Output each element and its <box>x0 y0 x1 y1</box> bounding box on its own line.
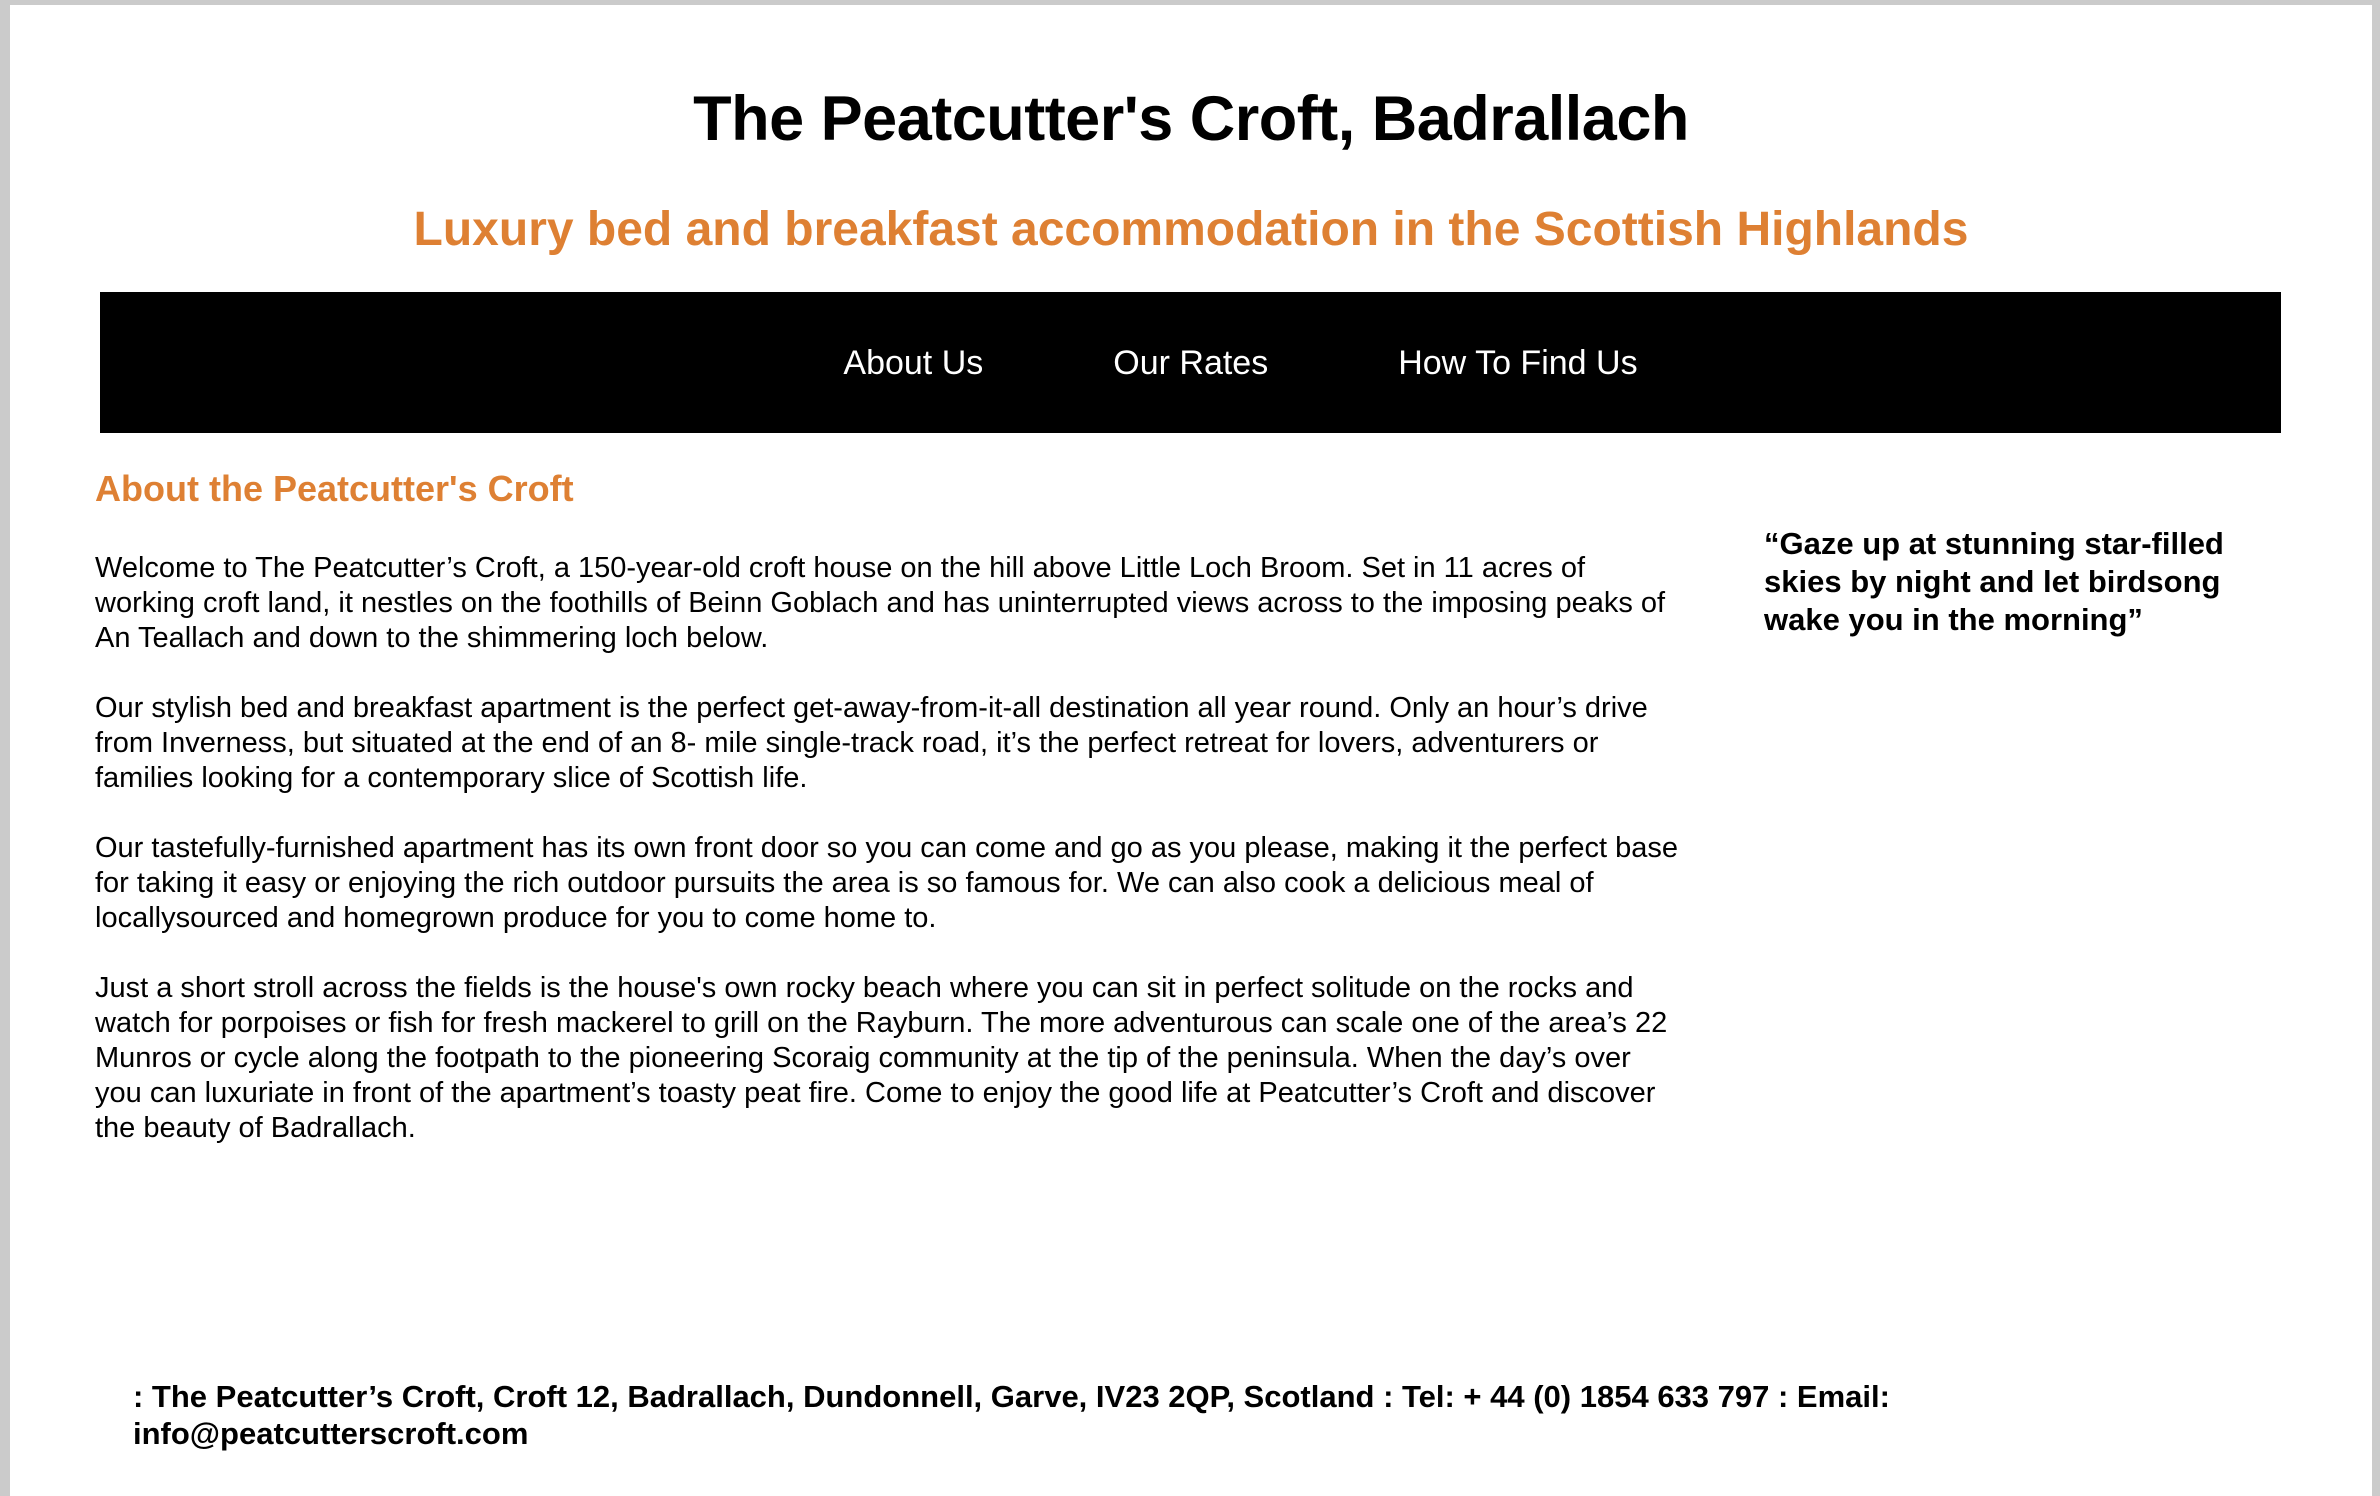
page-title: The Peatcutter's Croft, Badrallach <box>693 84 1689 154</box>
footer-contact-line-2: info@peatcutterscroft.com <box>133 1416 529 1451</box>
nav-item-our-rates[interactable]: Our Rates <box>1113 343 1269 382</box>
about-paragraph-3: Our tastefully-furnished apartment has its own front door so you can come and go as you please, making it the perfect base for taking it easy or enjoying the rich outdoor pursuits the area is so famous for. We can also cook a delicious meal of locallysourced and homegrown produce for you to come home to. <box>95 832 1678 934</box>
about-paragraph-1: Welcome to The Peatcutter’s Croft, a 150-year-old croft house on the hill above Little Loch Broom. Set in 11 acres of working croft land, it nestles on the foothills of Beinn Goblach and has uninterrupted views across to the imposing peaks of An Teallach and down to the shimmering loch below. <box>95 552 1666 654</box>
pull-quote: “Gaze up at stunning star-filled skies by night and let birdsong wake you in the morning” <box>1764 526 2224 637</box>
nav-item-about-us[interactable]: About Us <box>843 343 984 382</box>
footer-contact <box>133 1378 2003 1452</box>
page-subtitle: Luxury bed and breakfast accommodation in the Scottish Highlands <box>413 203 1969 256</box>
footer-contact-line-1: : The Peatcutter’s Croft, Croft 12, Badrallach, Dundonnell, Garve, IV23 2QP, Scotland : Tel: + 44 (0) 1854 633 797 : Email: <box>133 1379 1890 1414</box>
main-nav <box>100 292 2281 433</box>
nav-item-how-to-find-us[interactable]: How To Find Us <box>1398 343 1638 382</box>
about-section <box>95 433 1680 1146</box>
sidebar <box>1764 433 2224 639</box>
about-section-heading: About the Peatcutter's Croft <box>95 468 574 509</box>
about-paragraph-2: Our stylish bed and breakfast apartment is the perfect get-away-from-it-all destination all year round. Only an hour’s drive from Inverness, but situated at the end of an 8- mile single-track road, it’s the perfect retreat for lovers, adventurers or families looking for a contemporary slice of Scottish life. <box>95 692 1648 794</box>
page <box>10 5 2372 1496</box>
main-content <box>10 433 2372 1146</box>
about-paragraph-4: Just a short stroll across the fields is the house's own rocky beach where you can sit in perfect solitude on the rocks and watch for porpoises or fish for fresh mackerel to grill on the Rayburn. The more adventurous can scale one of the area’s 22 Munros or cycle along the footpath to the pioneering Scoraig community at the tip of the peninsula. When the day’s over you can luxuriate in front of the apartment’s toasty peat fire. Come to enjoy the good life at Peatcutter’s Croft and discover the beauty of Badrallach. <box>95 972 1668 1144</box>
